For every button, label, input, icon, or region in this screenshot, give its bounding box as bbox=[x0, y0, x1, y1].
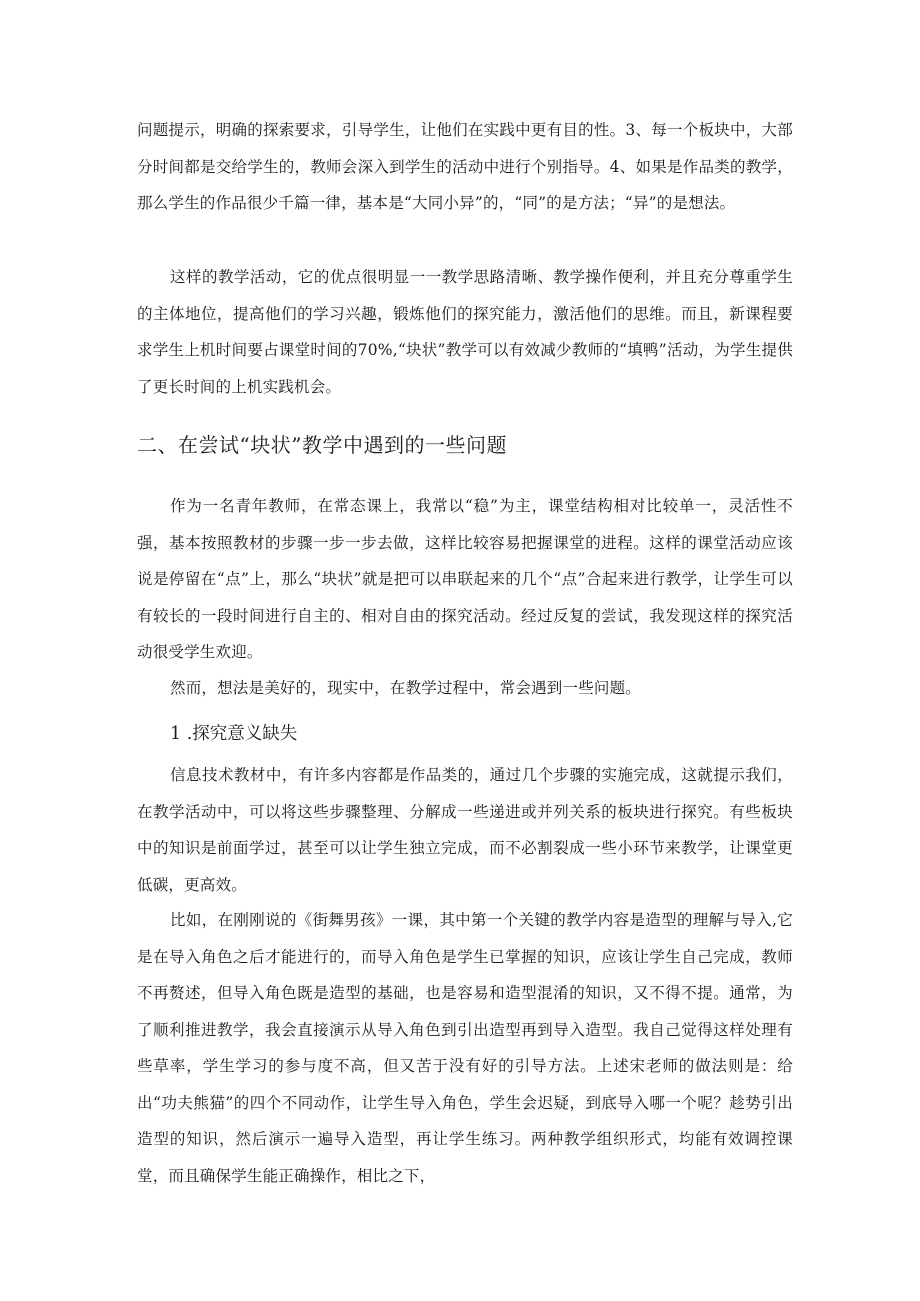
body-paragraph: 问题提示，明确的探索要求，引导学生，让他们在实践中更有目的性。3、每一个板块中，大部分时间都是交给学生的，教师会深入到学生的活动中进行个别指导。4、如果是作品类的教学，那么学生的作品很少千篇一律，基本是“大同小异”的，“同”的是方法；“异”的是想法。 bbox=[137, 121, 793, 212]
body-paragraph: 比如，在刚刚说的《街舞男孩》一课，其中第一个关键的教学内容是造型的理解与导入,它是在导入角色之后才能进行的，而导入角色是学生已掌握的知识，应该让学生自己完成，教师不再赘述，但导入角色既是造型的基础，也是容易和造型混淆的知识，又不得不提。通常，为了顺利推进教学，我会直接演示从导入角色到引出造型再到导入造型。我自己觉得这样处理有些草率，学生学习的参与度不高，但又苦于没有好的引导方法。上述宋老师的做法则是：给出“功夫熊猫”的四个不同动作，让学生导入角色，学生会迟疑，到底导入哪一个呢？趁势引出造型的知识，然后演示一遍导入造型，再让学生练习。两种教学组织形式，均能有效调控课堂，而且确保学生能正确操作，相比之下， bbox=[137, 911, 793, 1185]
body-paragraph: 这样的教学活动，它的优点很明显一一教学思路清晰、教学操作便利，并且充分尊重学生的主体地位，提高他们的学习兴趣，锻炼他们的探究能力，激活他们的思维。而且，新课程要求学生上机时间要占课堂时间的70%,“块状”教学可以有效减少教师的“填鸭”活动，为学生提供了更长时间的上机实践机会。 bbox=[137, 268, 793, 396]
body-paragraph: 作为一名青年教师，在常态课上，我常以“稳”为主，课堂结构相对比较单一，灵活性不强，基本按照教材的步骤一步一步去做，这样比较容易把握课堂的进程。这样的课堂活动应该说是停留在“点”上，那么“块状”就是把可以串联起来的几个“点”合起来进行教学，让学生可以有较长的一段时间进行自主的、相对自由的探究活动。经过反复的尝试，我发现这样的探究活动很受学生欢迎。 bbox=[137, 497, 793, 661]
body-paragraph: 信息技术教材中，有许多内容都是作品类的，通过几个步骤的实施完成，这就提示我们，在教学活动中，可以将这些步骤整理、分解成一些递进或并列关系的板块进行探究。有些板块中的知识是前面学过，甚至可以让学生独立完成，而不必割裂成一些小环节来教学，让课堂更低碳，更高效。 bbox=[137, 766, 793, 894]
body-paragraph: 然而，想法是美好的，现实中，在教学过程中，常会遇到一些问题。 bbox=[170, 679, 642, 697]
subsection-heading: 1 .探究意义缺失 bbox=[170, 724, 298, 744]
section-heading: 二、在尝试“块状”教学中遇到的一些问题 bbox=[137, 433, 507, 457]
